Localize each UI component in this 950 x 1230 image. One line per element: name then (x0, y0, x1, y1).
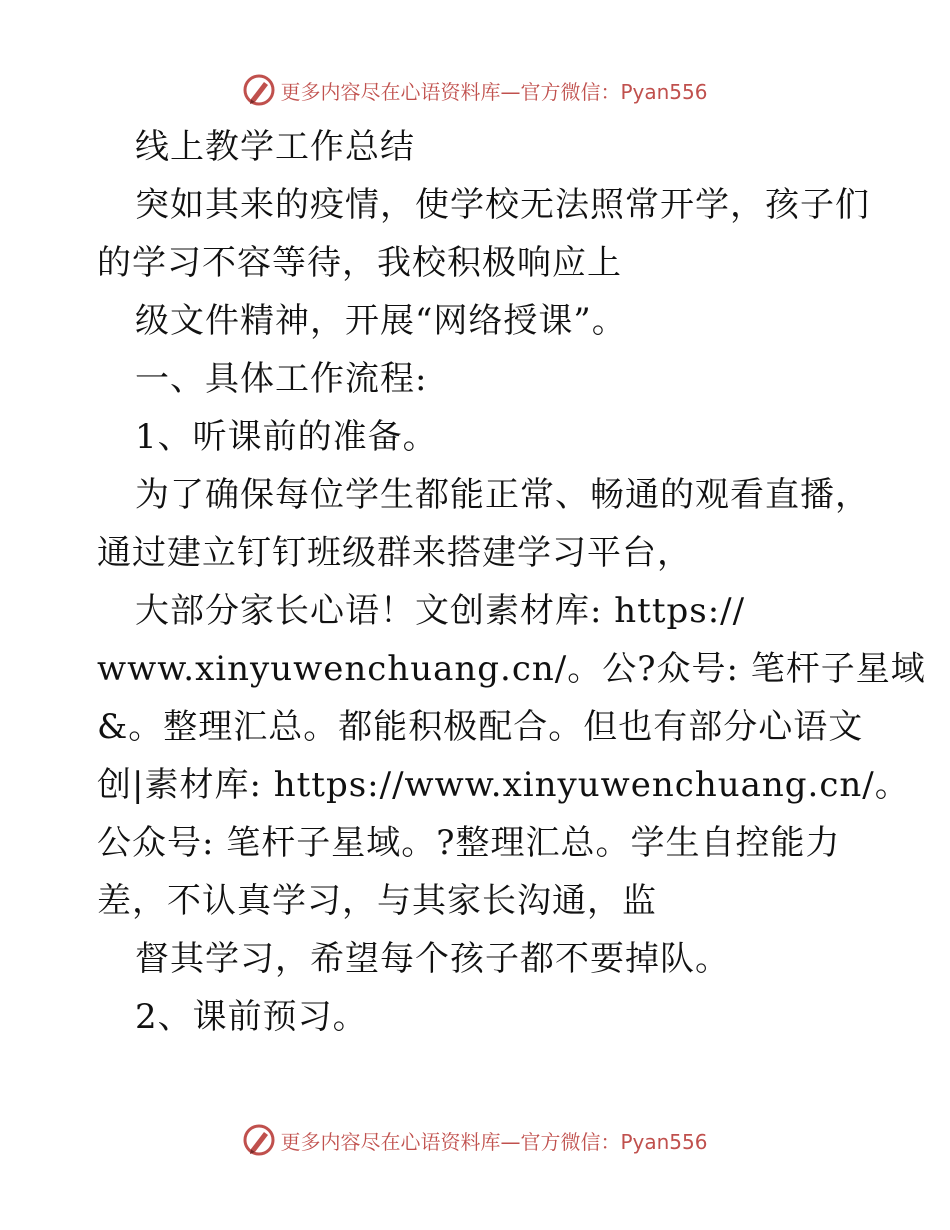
header-banner (0, 70, 950, 110)
paragraph-line: 督其学习，希望每个孩子都不要掉队。 (135, 939, 730, 979)
header-banner-text: 更多内容尽在心语资料库—官方微信：Pyan556 (280, 79, 708, 104)
paragraph-line: 差，不认真学习，与其家长沟通，监 (97, 881, 657, 921)
paragraph-line: 公众号: 笔杆子星域。?整理汇总。学生自控能力 (97, 823, 841, 863)
document-title: 线上教学工作总结 (135, 127, 415, 167)
paragraph-line: 为了确保每位学生都能正常、畅通的观看直播， (135, 475, 870, 515)
paragraph-line: 大部分家长心语！文创素材库: https:// (135, 591, 746, 631)
footer-banner-text: 更多内容尽在心语资料库—官方微信：Pyan556 (280, 1129, 708, 1154)
document-body (97, 118, 926, 1046)
paragraph-line: 通过建立钉钉班级群来搭建学习平台， (97, 533, 692, 573)
paragraph-line: 的学习不容等待，我校积极响应上 (97, 243, 622, 283)
footer-banner (0, 1120, 950, 1160)
pen-logo-icon (242, 1123, 276, 1157)
paragraph-line: &。整理汇总。都能积极配合。但也有部分心语文 (97, 707, 864, 747)
subsection-heading: 2、课前预习。 (135, 997, 368, 1037)
pen-logo-icon (242, 73, 276, 107)
paragraph-line: 突如其来的疫情，使学校无法照常开学，孩子们 (135, 185, 870, 225)
paragraph-line: 级文件精神，开展“网络授课”。 (135, 301, 627, 341)
subsection-heading: 1、听课前的准备。 (135, 417, 438, 457)
paragraph-line: 创|素材库: https://www.xinyuwenchuang.cn/。 (97, 765, 910, 805)
paragraph-line: www.xinyuwenchuang.cn/。公?众号: 笔杆子星域 (97, 649, 926, 689)
section-heading: 一、具体工作流程: (135, 359, 428, 399)
